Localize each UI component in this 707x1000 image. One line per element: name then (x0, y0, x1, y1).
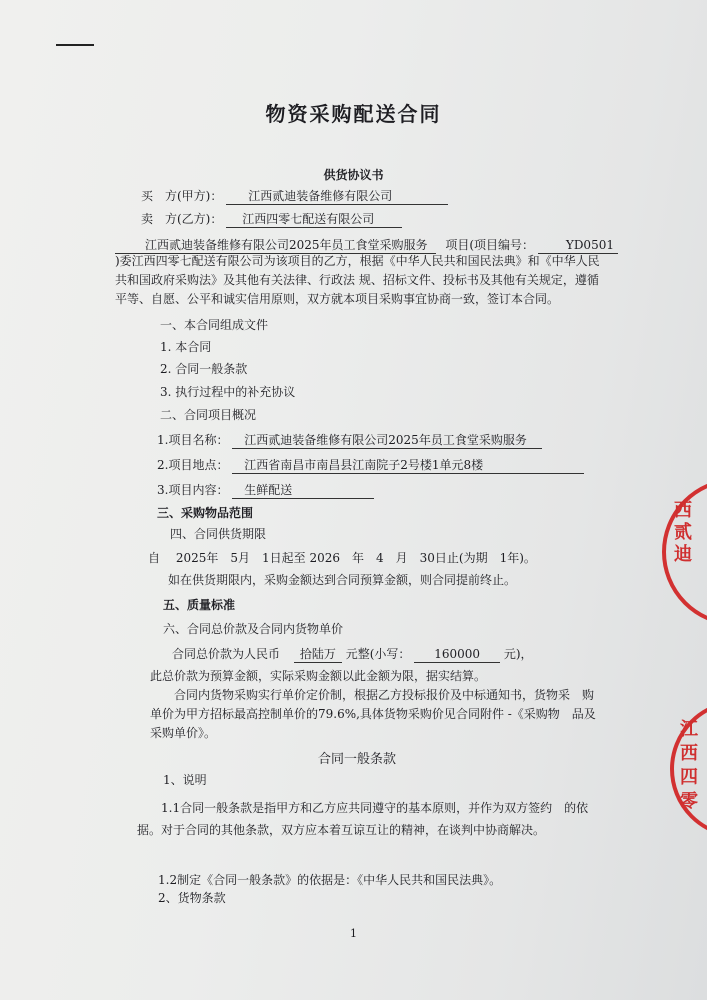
total-price-row (172, 646, 533, 663)
project-name-row (157, 432, 542, 449)
project-content-value: 生鲜配送 (232, 482, 374, 499)
total-suffix: 元)， (503, 647, 533, 661)
s1-item-2: 2. 合同一般条款 (160, 362, 248, 376)
project-name-value: 江西贰迪装备维修有限公司2025年员工食堂采购服务 (232, 432, 542, 449)
s1-item-3: 3. 执行过程中的补充协议 (160, 385, 296, 399)
total-amount-words: 拾陆万 (294, 646, 342, 663)
intro-paragraph: )委江西四零七配送有限公司为该项目的乙方，根据《中华人民共和国民法典》和《中华人民共和国政府采购法》及其他有关法律、行政法 规、招标文件、投标书及其他有关规定，遵循平等、自愿、公平和诚实信用原则，双方就本项目采购事宜协商一致，签订本合同。 (115, 254, 600, 306)
seller-row (141, 211, 402, 228)
document-title: 物资采购配送合同 (265, 102, 442, 126)
section-6-heading: 六、合同总价款及合同内货物单价 (163, 622, 344, 636)
total-amount-number: 160000 (414, 646, 500, 663)
intro-project-name: 江西贰迪装备维修有限公司2025年员工食堂采购服务 (115, 237, 436, 254)
project-content-label: 3.项目内容： (157, 483, 229, 497)
buyer-value: 江西贰迪装备维修有限公司 (226, 188, 448, 205)
section-4-heading: 四、合同供货期限 (170, 527, 267, 541)
supply-period: 自 2025年 5月 1日起至 2026 年 4 月 30日止(为期 1年)。 (148, 551, 536, 565)
general-1-2-paragraph: 1.2制定《合同一般条款》的依据是：《中华人民共和国民法典》。 (158, 873, 502, 887)
general-2-heading: 2、货物条款 (158, 891, 226, 905)
section-2-heading: 二、合同项目概况 (160, 408, 257, 422)
project-site-label: 2.项目地点： (157, 458, 229, 472)
project-site-row (157, 457, 584, 474)
project-site-value: 江西省南昌市南昌县江南院子2号楼1单元8楼 (232, 457, 584, 474)
page-number: 1 (350, 927, 357, 940)
general-1-1-paragraph: 1.1合同一般条款是指甲方和乙方应共同遵守的基本原则，并作为双方签约 的依据。对于合同的其他条款，双方应本着互谅互让的精神，在谈判中协商解决。 (137, 801, 589, 837)
company-seal-top (662, 478, 707, 626)
document-subtitle: 供货协议书 (323, 168, 384, 182)
seal-top-text: 西贰迪 (674, 500, 692, 565)
project-name-label: 1.项目名称： (157, 433, 229, 447)
unit-price-paragraph: 合同内货物采购实行单价定价制，根据乙方投标报价及中标通知书，货物采 购单价为甲方招标最高控制单价的79.6%,具体货物采购价见合同附件 -《采购物 品及采购单价》。 (150, 688, 596, 740)
total-prefix: 合同总价款为人民币 (172, 647, 281, 661)
intro-project-number: YD0501 (538, 237, 618, 254)
seal-bottom-text: 江西四零 (680, 719, 698, 812)
buyer-row (141, 188, 448, 205)
buyer-label: 买 方(甲方)： (141, 189, 223, 203)
seller-label: 卖 方(乙方)： (141, 212, 223, 226)
seller-value: 江西四零七配送有限公司 (226, 211, 402, 228)
header-rule (56, 44, 94, 46)
s1-item-1: 1. 本合同 (160, 340, 212, 354)
budget-note: 此总价款为预算金额，实际采购金额以此金额为限，据实结算。 (150, 669, 487, 683)
early-termination-note: 如在供货期限内，采购金额达到合同预算金额，则合同提前终止。 (168, 573, 517, 587)
general-terms-heading: 合同一般条款 (318, 752, 397, 767)
section-1-heading: 一、本合同组成文件 (160, 318, 269, 332)
section-3-heading: 三、采购物品范围 (157, 506, 254, 520)
company-seal-bottom (670, 700, 707, 838)
section-5-heading: 五、质量标准 (163, 598, 236, 612)
project-content-row (157, 482, 374, 499)
general-1-heading: 1、说明 (163, 773, 207, 787)
intro-project-label: 项目(项目编号： (445, 238, 535, 252)
total-mid: 元整(小写： (345, 647, 411, 661)
